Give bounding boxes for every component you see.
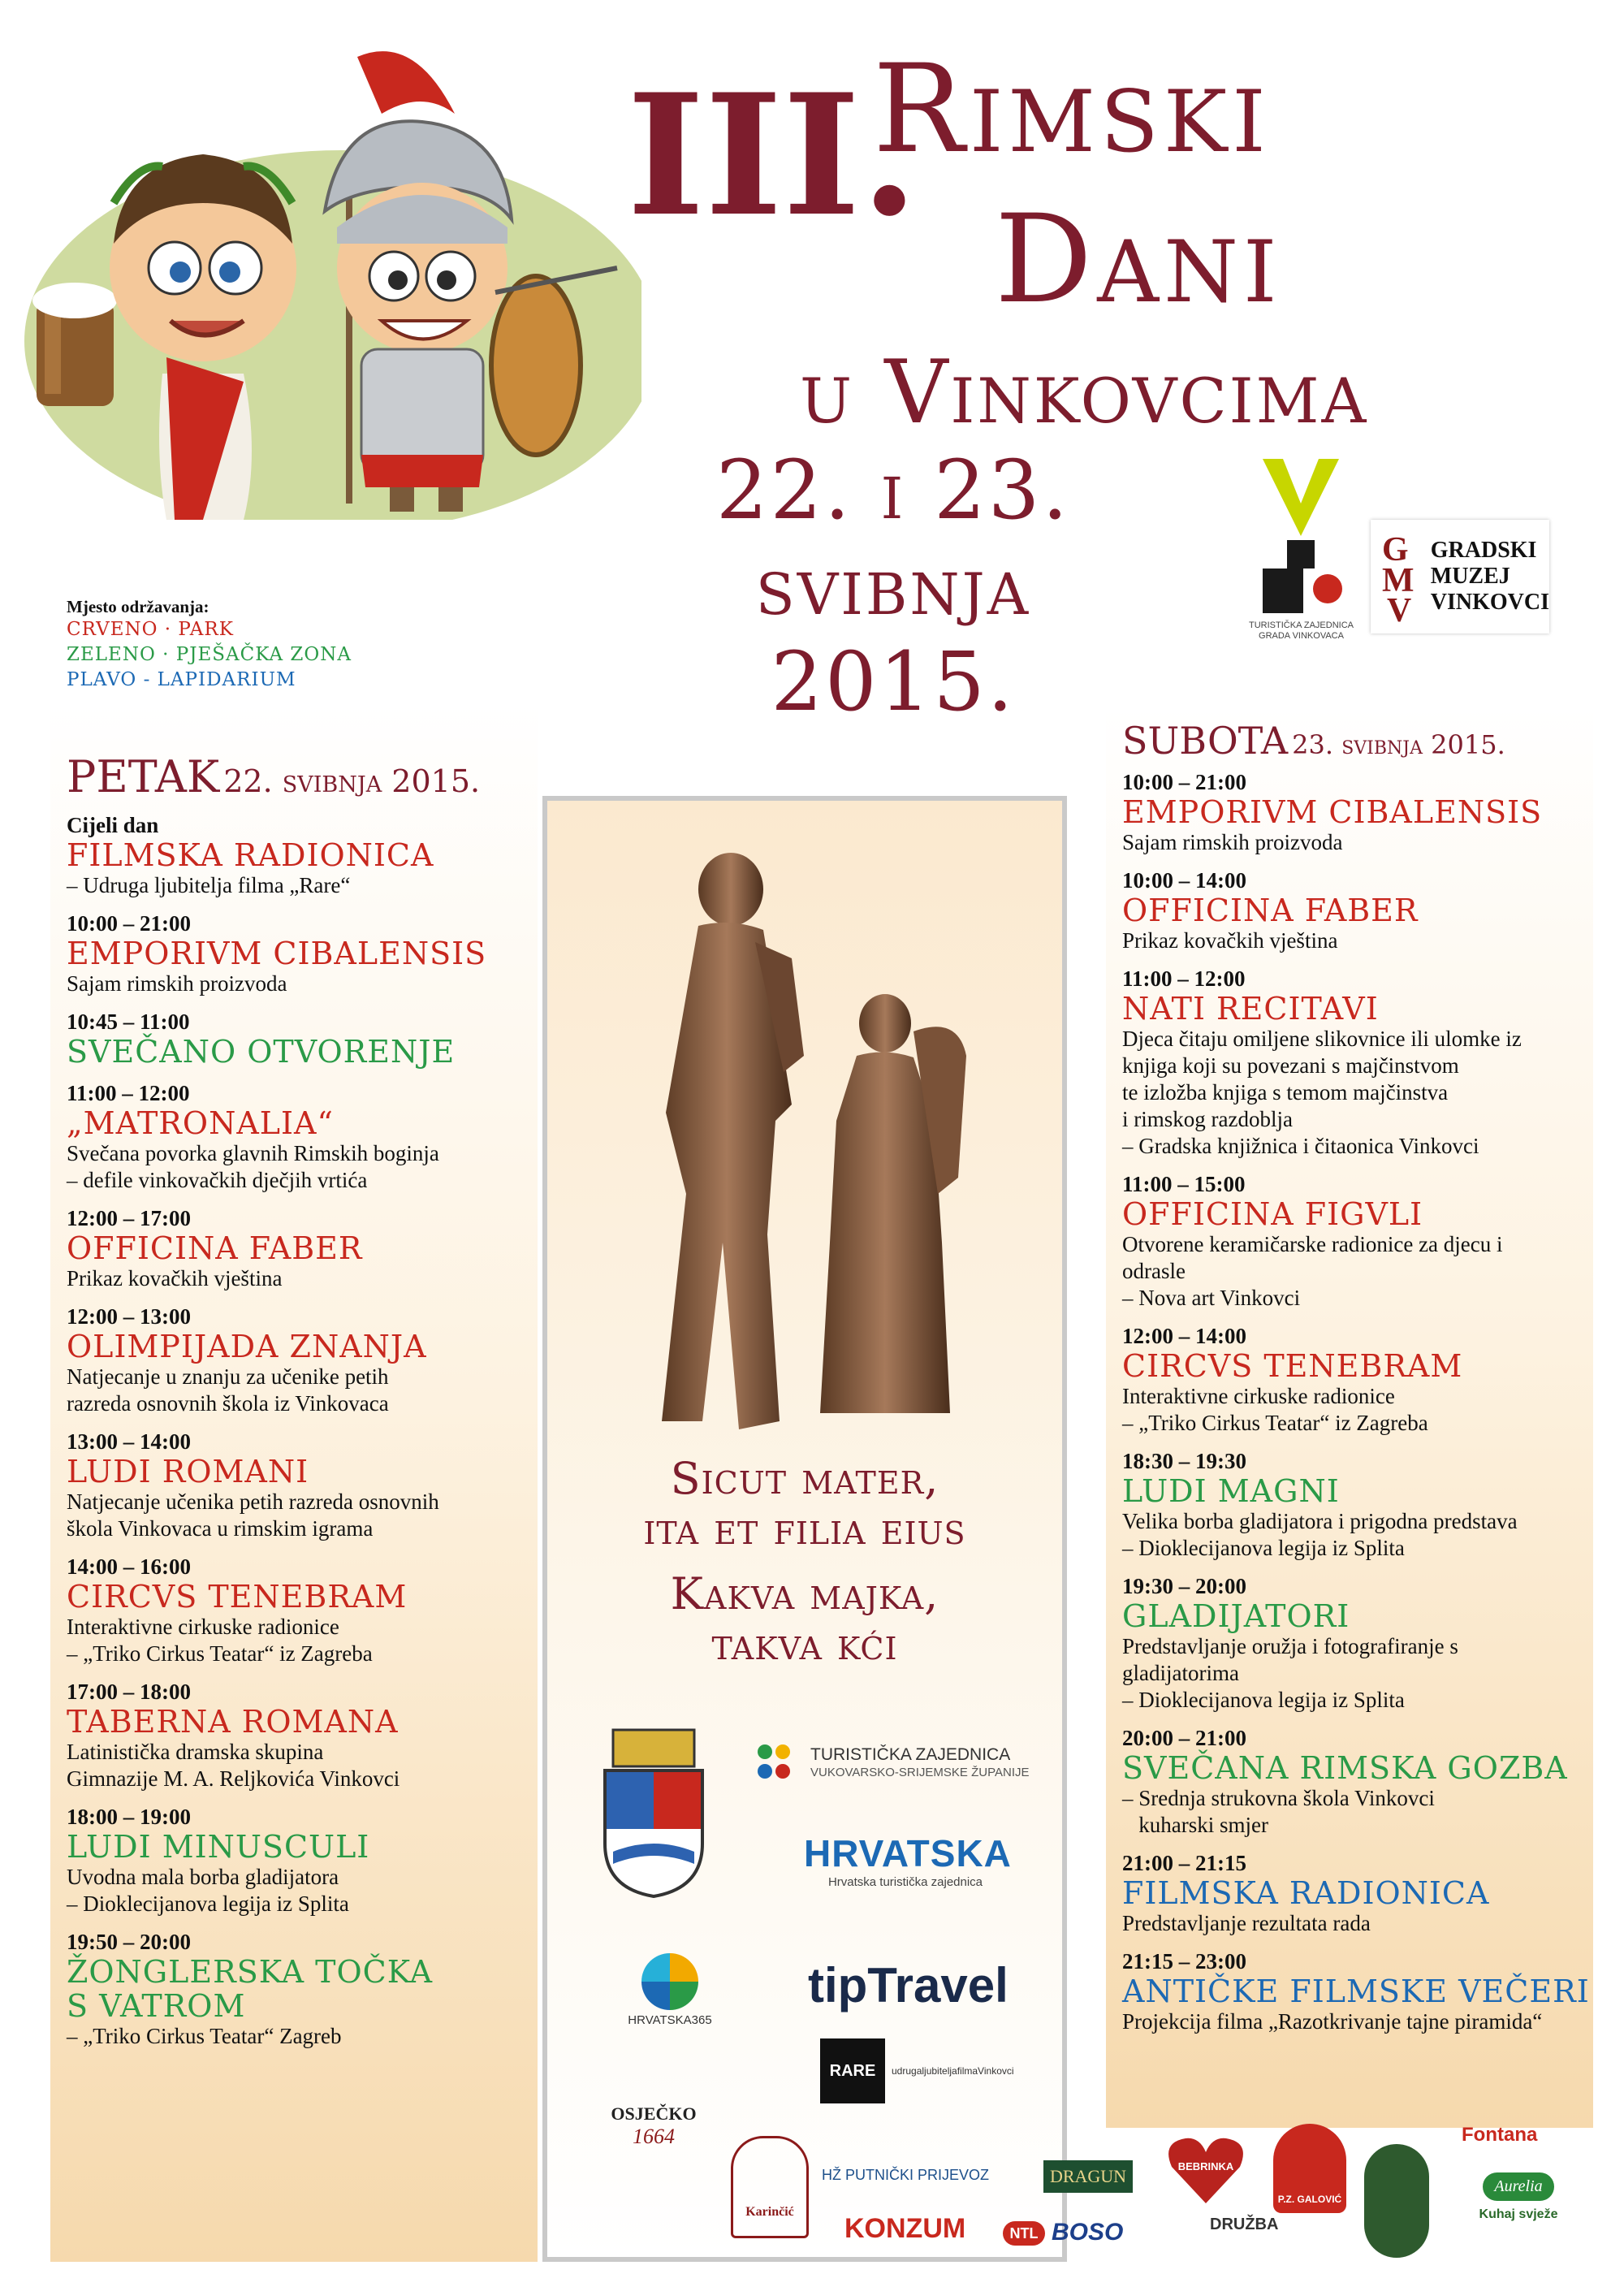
friday-event <box>67 1804 554 1917</box>
event-title: ANTIČKE FILMSKE VEČERI <box>1122 1974 1590 2009</box>
event-title: CIRCVS TENEBRAM <box>67 1579 408 1615</box>
venue-label: Mjesto održavanja: <box>67 597 209 616</box>
tz-county-flower-icon <box>755 1742 804 1783</box>
friday-event <box>67 1205 554 1292</box>
friday-event <box>67 1679 554 1792</box>
event-time: 20:00 – 21:00 <box>1122 1726 1246 1750</box>
event-time: 11:00 – 12:00 <box>67 1081 190 1105</box>
event-time: 10:00 – 21:00 <box>67 911 191 936</box>
kuhaj-svjeze: Kuhaj svježe <box>1479 2207 1558 2221</box>
event-time: 11:00 – 12:00 <box>1122 966 1246 991</box>
motto-block <box>542 1454 1067 1670</box>
event-time: 21:00 – 21:15 <box>1122 1851 1246 1875</box>
event-title: SVEČANA RIMSKA GOZBA <box>1122 1750 1568 1786</box>
hrvatska-subtitle: Hrvatska turistička zajednica <box>827 1875 983 1889</box>
event-title: SVEČANO OTVORENJE <box>67 1034 456 1070</box>
event-title: CIRCVS TENEBRAM <box>1122 1348 1463 1384</box>
friday-event <box>67 812 554 899</box>
event-title: FILMSKA RADIONICA <box>67 837 434 873</box>
friday-event <box>67 1009 554 1069</box>
friday-event <box>67 1554 554 1667</box>
saturday-event <box>1122 867 1593 954</box>
tiptravel-logo: tipTravel <box>808 1958 1009 2012</box>
event-time: 10:45 – 11:00 <box>67 1009 190 1034</box>
event-description: Latinistička dramska skupina <box>67 1740 324 1764</box>
event-description: kuharski smjer <box>1122 1813 1268 1837</box>
event-time: 19:50 – 20:00 <box>67 1930 191 1954</box>
friday-events-list <box>67 812 554 2050</box>
ntl-logo: NTL <box>1003 2221 1045 2246</box>
aurelia-logo <box>1466 2172 1571 2222</box>
karincic-logo <box>731 2136 809 2238</box>
dates-line1: 22. i 23. <box>715 443 1071 538</box>
event-title: GLADIJATORI <box>1122 1598 1350 1634</box>
event-description: razreda osnovnih škola iz Vinkovaca <box>67 1391 389 1416</box>
event-time: 10:00 – 14:00 <box>1122 868 1246 893</box>
title-dani: Dani <box>995 189 1282 331</box>
event-description: Prikaz kovačkih vještina <box>1122 928 1338 953</box>
event-title: TABERNA ROMANA <box>67 1704 399 1740</box>
saturday-event <box>1122 769 1593 856</box>
motto-latin-line1: Sicut mater, <box>670 1453 939 1504</box>
roman-characters-illustration <box>0 0 641 520</box>
event-description: Sajam rimskih proizvoda <box>1122 830 1343 854</box>
event-description: škola Vinkovaca u rimskim igrama <box>67 1516 374 1541</box>
event-time: 12:00 – 13:00 <box>67 1304 191 1329</box>
event-description: Interaktivne cirkuske radionice <box>67 1615 339 1639</box>
event-description: – „Triko Cirkus Teatar“ iz Zagreba <box>1122 1411 1428 1435</box>
saturday-program <box>1122 719 1593 2047</box>
event-description: – Gradska knjižnica i čitaonica Vinkovci <box>1122 1134 1479 1158</box>
rare-logo <box>820 2038 1014 2103</box>
event-title: LUDI MAGNI <box>1122 1473 1340 1509</box>
saturday-event <box>1122 1448 1593 1562</box>
tz-county-line1: TURISTIČKA ZAJEDNICA <box>810 1744 1011 1764</box>
friday-event <box>67 910 554 997</box>
karincic-wordmark: Karinčić <box>745 2205 794 2219</box>
friday-event <box>67 1080 554 1194</box>
event-description: – Nova art Vinkovci <box>1122 1286 1301 1310</box>
saturday-event <box>1122 1850 1593 1937</box>
saturday-event <box>1122 1171 1593 1312</box>
event-dates <box>698 443 1088 730</box>
hz-logo: HŽ PUTNIČKI PRIJEVOZ <box>822 2167 990 2183</box>
title-rimski: Rimski <box>873 39 1271 180</box>
saturday-heading <box>1122 719 1593 763</box>
hrvatska365-wordmark: HRVATSKA365 <box>628 2013 712 2027</box>
venue-blue: PLAVO - LAPIDARIUM <box>67 669 296 690</box>
event-description: Predstavljanje oružja i fotografiranje s <box>1122 1634 1458 1658</box>
event-title: OFFICINA FIGVLI <box>1122 1196 1423 1232</box>
gradski-muzej-logo <box>1371 520 1549 633</box>
event-description: Natjecanje učenika petih razreda osnovnih <box>67 1489 439 1514</box>
rare-camera-icon <box>820 2038 885 2103</box>
bronze-statues-icon <box>617 853 999 1437</box>
city-coat-of-arms <box>597 1722 710 1900</box>
saturday-event <box>1122 966 1593 1160</box>
rare-caption: udrugaljubiteljafilmaVinkovci <box>892 2065 1014 2077</box>
konzum-logo: KONZUM <box>844 2213 966 2244</box>
event-time: Cijeli dan <box>67 813 159 837</box>
friday-event <box>67 1429 554 1542</box>
event-description: Sajam rimskih proizvoda <box>67 971 287 996</box>
event-time: 12:00 – 17:00 <box>67 1206 191 1230</box>
hrvatska365-pinwheel-icon <box>641 1953 698 2010</box>
saturday-event <box>1122 1948 1593 2035</box>
event-time: 10:00 – 21:00 <box>1122 770 1246 794</box>
event-description: Prikaz kovačkih vještina <box>67 1266 283 1290</box>
svg-text:G: G <box>1381 531 1409 569</box>
event-time: 17:00 – 18:00 <box>67 1680 191 1704</box>
event-description: Predstavljanje rezultata rada <box>1122 1911 1371 1935</box>
event-time: 11:00 – 15:00 <box>1122 1172 1246 1196</box>
event-time: 18:30 – 19:30 <box>1122 1449 1246 1473</box>
event-description: Otvorene keramičarske radionice za djecu i <box>1122 1232 1503 1256</box>
event-title: EMPORIVM CIBALENSIS <box>1122 794 1543 830</box>
svg-text:M: M <box>1381 561 1415 599</box>
tz-vinkovci-caption: TURISTIČKA ZAJEDNICA GRADA VINKOVACA <box>1249 620 1354 641</box>
event-title: NATI RECITAVI <box>1122 991 1379 1027</box>
aurelia-wordmark: Aurelia <box>1483 2172 1553 2201</box>
event-title-line2: S VATROM <box>67 1988 246 2024</box>
motto-croatian-line1: Kakva majka, <box>670 1568 939 1619</box>
galovic-wordmark: P.Z. GALOVIĆ <box>1277 2194 1342 2205</box>
museum-line3: VINKOVCI <box>1430 590 1549 615</box>
event-title: „MATRONALIA“ <box>67 1105 334 1141</box>
friday-event <box>67 1929 554 2050</box>
saturday-event <box>1122 1573 1593 1714</box>
dates-line3: 2015. <box>771 634 1016 729</box>
dragun-logo: DRAGUN <box>1043 2160 1133 2193</box>
tz-county-line2: VUKOVARSKO-SRIJEMSKE ŽUPANIJE <box>810 1765 1030 1779</box>
event-title: LUDI ROMANI <box>67 1454 309 1489</box>
museum-line2: MUZEJ <box>1430 564 1510 589</box>
event-description: Natjecanje u znanju za učenike petih <box>67 1364 389 1389</box>
event-description: Uvodna mala borba gladijatora <box>67 1865 339 1889</box>
museum-line1: GRADSKI <box>1430 538 1537 563</box>
museum-monogram-icon <box>1377 528 1426 625</box>
tz-county-logo <box>755 1742 1047 1783</box>
saturday-day: SUBOTA <box>1122 719 1289 763</box>
venue-red: CRVENO · PARK <box>67 619 234 640</box>
friday-date: 22. svibnja 2015. <box>223 763 481 799</box>
event-description: Projekcija filma „Razotkrivanje tajne piramida“ <box>1122 2009 1543 2034</box>
event-description: Interaktivne cirkuske radionice <box>1122 1384 1395 1408</box>
motto-croatian-line2: takva kći <box>711 1619 898 1670</box>
event-title: ŽONGLERSKA TOČKA <box>67 1954 434 1990</box>
slow-food-logo <box>1364 2144 1429 2258</box>
event-description: – defile vinkovačkih dječjih vrtića <box>67 1168 368 1192</box>
title-numeral: III. <box>627 58 919 253</box>
event-description: – Dioklecijanova legija iz Splita <box>1122 1688 1405 1712</box>
event-time: 12:00 – 14:00 <box>1122 1324 1246 1348</box>
bebrinka-logo <box>1165 2134 1246 2207</box>
event-time: 14:00 – 16:00 <box>67 1554 191 1579</box>
saturday-event <box>1122 1725 1593 1839</box>
friday-heading <box>67 751 554 802</box>
galovic-logo <box>1273 2124 1346 2213</box>
event-title: EMPORIVM CIBALENSIS <box>67 936 487 971</box>
boso-logo: BOSO <box>1052 2219 1124 2246</box>
hrvatska-wordmark: HRVATSKA <box>804 1832 1012 1874</box>
event-description: i rimskog razdoblja <box>1122 1107 1293 1131</box>
svg-text:V: V <box>1386 591 1412 625</box>
event-time: 21:15 – 23:00 <box>1122 1949 1246 1974</box>
event-title: OFFICINA FABER <box>67 1230 363 1266</box>
event-description: Velika borba gladijatora i prigodna predstava <box>1122 1509 1518 1533</box>
saturday-date: 23. svibnja 2015. <box>1292 729 1505 760</box>
event-time: 19:30 – 20:00 <box>1122 1574 1246 1598</box>
event-description: Djeca čitaju omiljene slikovnice ili ulomke iz <box>1122 1027 1522 1051</box>
motto-latin-line2: ita et filia eius <box>643 1503 966 1554</box>
event-description: – Udruga ljubitelja filma „Rare“ <box>67 873 351 897</box>
friday-program <box>67 751 554 2061</box>
osjecko-wordmark: OSJEČKO <box>611 2103 697 2124</box>
event-description: Svečana povorka glavnih Rimskih boginja <box>67 1141 439 1165</box>
event-description: – „Triko Cirkus Teatar“ iz Zagreba <box>67 1641 373 1666</box>
saturday-event <box>1122 1323 1593 1437</box>
event-title: OLIMPIJADA ZNANJA <box>67 1329 427 1364</box>
rare-wordmark: RARE <box>829 2061 876 2080</box>
event-description: – Dioklecijanova legija iz Splita <box>1122 1536 1405 1560</box>
event-description: – Srednja strukovna škola Vinkovci <box>1122 1786 1435 1810</box>
venue-green: ZELENO · PJEŠAČKA ZONA <box>67 644 352 665</box>
bebrinka-wordmark: BEBRINKA <box>1177 2160 1234 2172</box>
cartoon-illustration <box>0 0 641 520</box>
fontana-logo: Fontana <box>1462 2124 1538 2146</box>
statue-image <box>617 853 999 1437</box>
event-description: Gimnazije M. A. Reljkovića Vinkovci <box>67 1766 400 1791</box>
event-description: odrasle <box>1122 1259 1186 1283</box>
druzba-logo: DRUŽBA <box>1210 2216 1279 2233</box>
event-time: 18:00 – 19:00 <box>67 1805 191 1829</box>
event-description: gladijatorima <box>1122 1661 1239 1685</box>
osjecko-logo <box>601 2103 706 2149</box>
dates-line2: svibnja <box>755 538 1031 633</box>
friday-event <box>67 1303 554 1417</box>
event-title: OFFICINA FABER <box>1122 893 1419 928</box>
coat-of-arms-icon <box>597 1722 710 1900</box>
title-u-vinkovcima: u Vinkovcima <box>800 342 1369 443</box>
osjecko-year: 1664 <box>633 2125 675 2148</box>
friday-day: PETAK <box>67 751 220 802</box>
hrvatska-logo <box>804 1831 1012 1889</box>
event-description: – „Triko Cirkus Teatar“ Zagreb <box>67 2024 342 2048</box>
hrvatska365-logo <box>601 1953 739 2027</box>
event-description: te izložba knjiga s temom majčinstva <box>1122 1080 1449 1105</box>
venue-legend <box>67 597 352 693</box>
event-title: FILMSKA RADIONICA <box>1122 1875 1490 1911</box>
event-description: – Dioklecijanova legija iz Splita <box>67 1891 349 1916</box>
event-title: LUDI MINUSCULI <box>67 1829 370 1865</box>
tz-vinkovci-letters-icon <box>1246 455 1356 617</box>
event-time: 13:00 – 14:00 <box>67 1429 191 1454</box>
tz-vinkovci-logo <box>1246 455 1356 646</box>
event-description: knjiga koji su povezani s majčinstvom <box>1122 1053 1459 1078</box>
saturday-events-list <box>1122 769 1593 2035</box>
